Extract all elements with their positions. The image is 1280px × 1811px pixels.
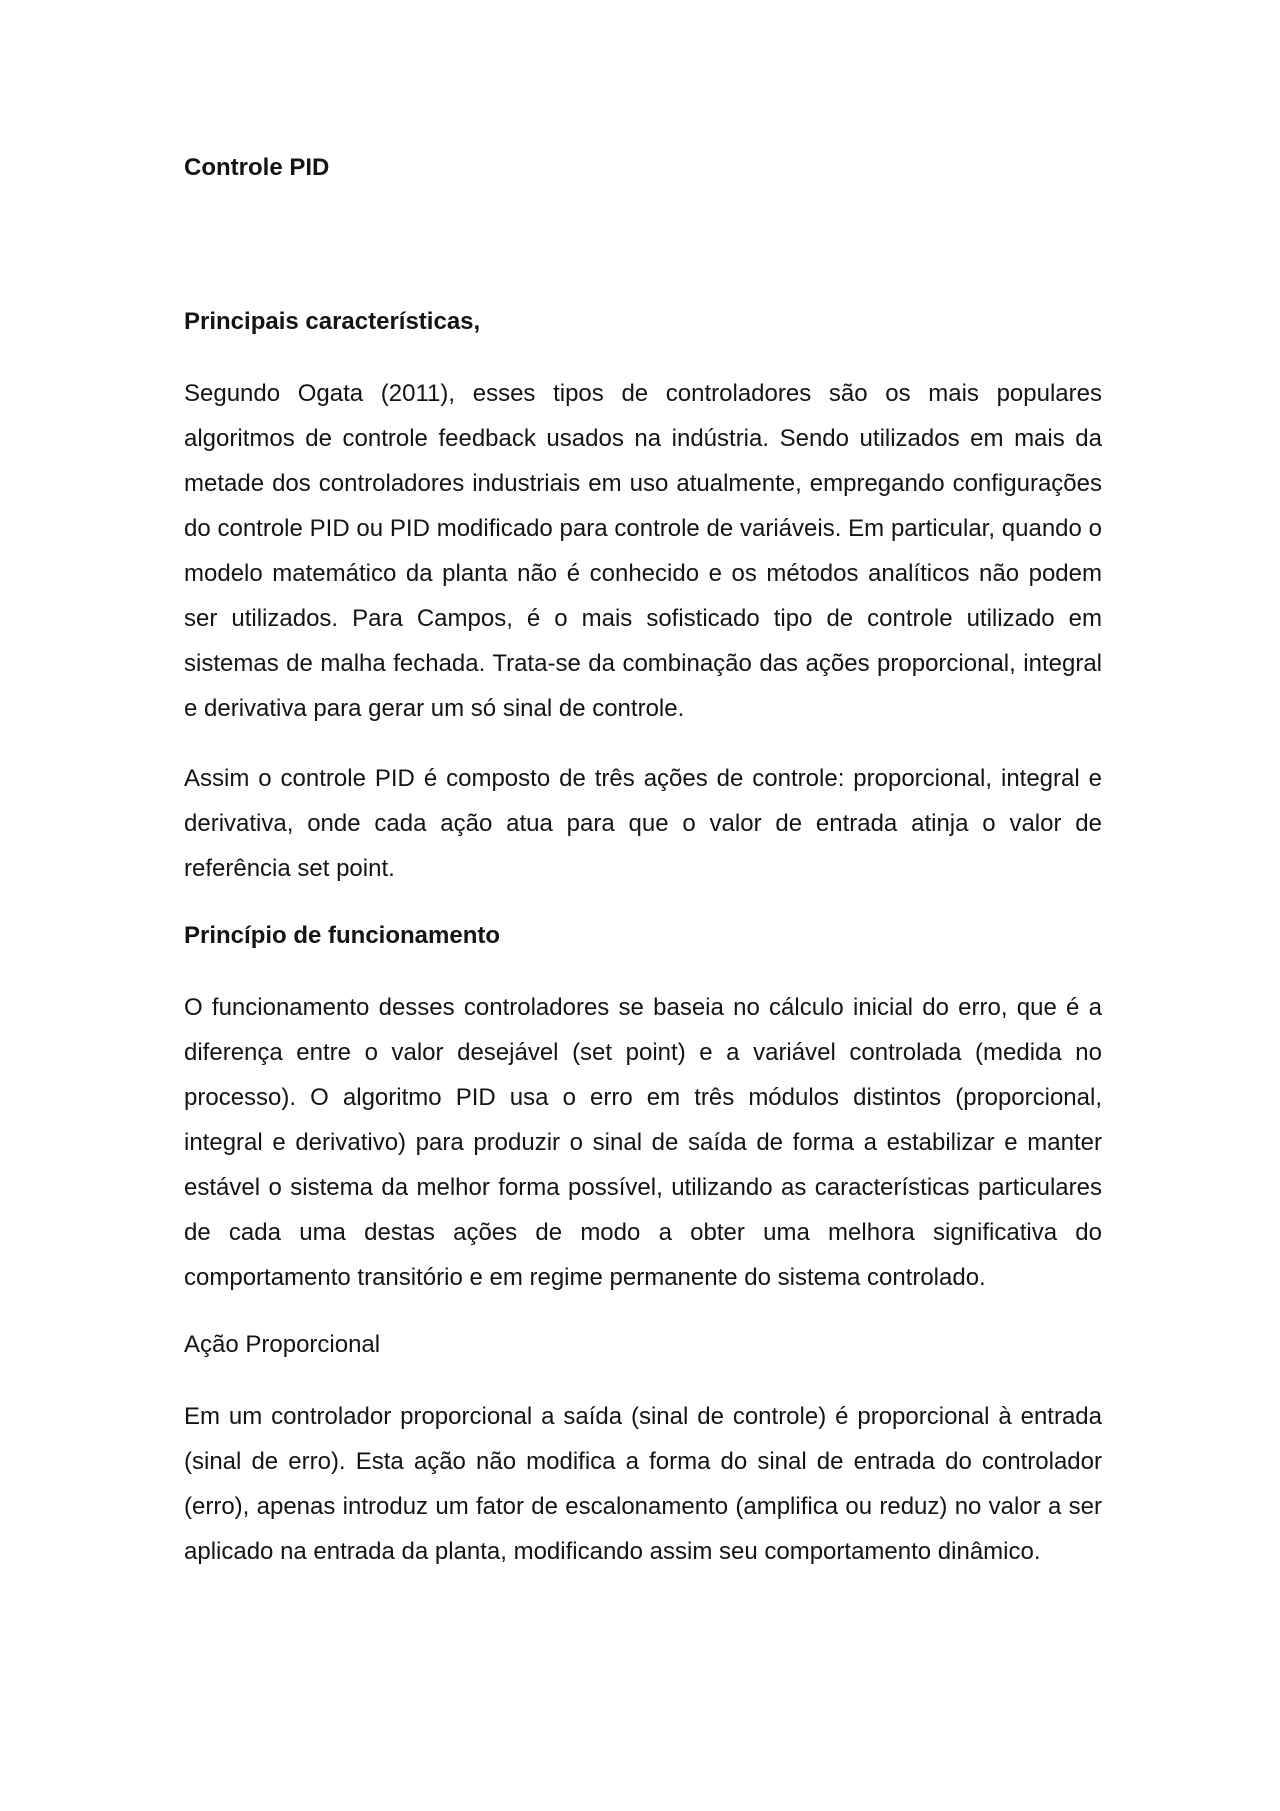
spacer bbox=[184, 956, 1102, 985]
section-heading-acao-proporcional: Ação Proporcional bbox=[184, 1331, 381, 1358]
spacer bbox=[184, 188, 1102, 302]
paragraph-funcionamento-1: O funcionamento desses controladores se baseia no cálculo inicial do erro, que é a diferença entre o valor desejável (set point) e a variável controlada (medida no processo). O algoritmo PID usa o erro em três módulos distintos (proporcional, integral e derivativo) para produzir o sinal de saída de forma a estabilizar e manter estável o sistema da melhor forma possível, utilizando as características particulares de cada uma destas ações de modo a obter uma melhora significativa do comportamento transitório e em regime permanente do sistema controlado. bbox=[184, 994, 1102, 1291]
spacer bbox=[184, 1365, 1102, 1394]
section-heading-caracteristicas: Principais características, bbox=[184, 308, 481, 335]
page-title: Controle PID bbox=[184, 154, 330, 181]
paragraph-caracteristicas-2: Assim o controle PID é composto de três ações de controle: proporcional, integral e derivativa, onde cada ação atua para que o valor de entrada atinja o valor de referência set point. bbox=[184, 765, 1102, 882]
paragraph-caracteristicas-1: Segundo Ogata (2011), esses tipos de controladores são os mais populares algoritmos de controle feedback usados na indústria. Sendo utilizados em mais da metade dos controladores industriais em uso atualmente, empregando configurações do controle PID ou PID modificado para controle de variáveis. Em particular, quando o modelo matemático da planta não é conhecido e os métodos analíticos não podem ser utilizados. Para Campos, é o mais sofisticado tipo de controle utilizado em sistemas de malha fechada. Trata-se da combinação das ações proporcional, integral e derivativa para gerar um só sinal de controle. bbox=[184, 380, 1102, 722]
spacer bbox=[184, 731, 1102, 756]
section-heading-funcionamento: Princípio de funcionamento bbox=[184, 922, 501, 949]
paragraph-acao-proporcional-1: Em um controlador proporcional a saída (sinal de controle) é proporcional à entrada (sinal de erro). Esta ação não modifica a forma do sinal de entrada do controlador (erro), apenas introduz um fator de escalonamento (amplifica ou reduz) no valor a ser aplicado na entrada da planta, modificando assim seu comportamento dinâmico. bbox=[184, 1403, 1102, 1565]
spacer bbox=[184, 1300, 1102, 1325]
document-page bbox=[184, 148, 1102, 1574]
spacer bbox=[184, 891, 1102, 916]
spacer bbox=[184, 342, 1102, 371]
